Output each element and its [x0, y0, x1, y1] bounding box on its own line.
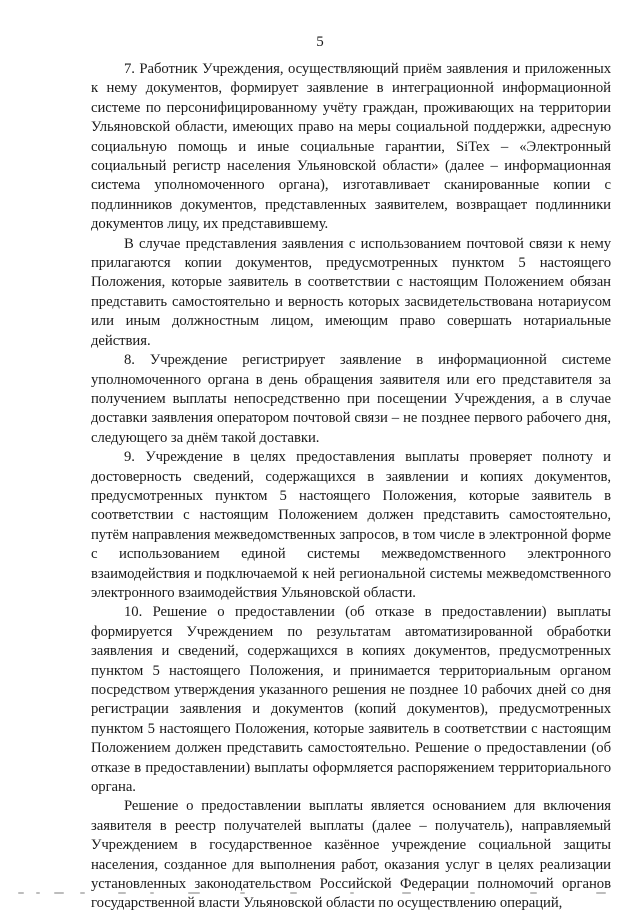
document-body	[91, 60, 611, 914]
page-number: 5	[316, 34, 324, 50]
scan-speck	[118, 892, 126, 894]
paragraph-item-7: 7. Работник Учреждения, осуществляющий приём заявления и приложенных к нему документов, формирует заявление в интеграционной информационной системе по персонифицированному учёту граждан, проживающих на территории Ульяновской области, имеющих право на меры социальной поддержки, адресную социальную помощь и иные социальные гарантии, SiTex – «Электронный социальный регистр населения Ульяновской области» (далее – информационная система уполномоченного органа), изготавливает сканированные копии с подлинников документов, представленных заявителем, возвращает подлинники документов лицу, их представившему.	[91, 61, 611, 233]
scan-speck	[18, 892, 24, 894]
paragraph-item-8: 8. Учреждение регистрирует заявление в информационной системе уполномоченного органа в день обращения заявителя или его представителя за получением выплаты непосредственно при посещении Учреждения, а в случае доставки заявления оператором почтовой связи – не позднее первого рабочего дня, следующего за днём такой доставки.	[91, 352, 611, 446]
scan-edge-artifact	[0, 889, 640, 897]
scan-speck	[54, 892, 64, 894]
paragraph-item-10: 10. Решение о предоставлении (об отказе в предоставлении) выплаты формируется Учреждением по результатам автоматизированной обработки заявления и сведений, содержащихся в копиях документов, предусмотренных пунктом 5 настоящего Положения, и принимается территориальным органом посредством утверждения указанного решения не позднее 10 рабочих дней со дня регистрации заявления и документов (копий документов), предусмотренных пунктом 5 настоящего Положения, которые заявитель в соответствии с настоящим Положением должен представить самостоятельно. Решение о предоставлении (об отказе в предоставлении) выплаты оформляется распоряжением территориального органа.	[91, 604, 611, 796]
scan-speck	[240, 892, 245, 894]
paragraph-item-9: 9. Учреждение в целях предоставления выплаты проверяет полноту и достоверность сведений, содержащихся в заявлении и копиях документов, предусмотренных пунктом 5 настоящего Положения, которые заявитель в соответствии с настоящим Положением должен представить самостоятельно, путём направления межведомственных запросов, в том числе в электронной форме с использованием единой системы межведомственного электронного взаимодействия и подключаемой к ней региональной системы межведомственного электронного взаимодействия Ульяновской области.	[91, 449, 611, 601]
scan-speck	[596, 892, 606, 894]
scan-speck	[402, 892, 411, 894]
scan-speck	[188, 892, 200, 894]
scan-speck	[150, 892, 154, 894]
scan-speck	[530, 892, 537, 894]
paragraph-decision-basis: Решение о предоставлении выплаты является основанием для включения заявителя в реестр получателей выплаты (далее – получатель), направляемый Учреждением в государственное казённое учреждение социальной защиты населения, созданное для выполнения работ, оказания услуг в целях реализации установленных законодательством Российской Федерации полномочий органов государственной власти Ульяновской области по осуществлению операций,	[91, 798, 611, 912]
paragraph-postal-submission: В случае представления заявления с использованием почтовой связи к нему прилагаются копии документов, предусмотренных пунктом 5 настоящего Положения, которые заявитель в соответствии с настоящим Положением обязан представить самостоятельно и верность которых засвидетельствована нотариусом или иным должностным лицом, имеющим право совершать нотариальные действия.	[91, 235, 611, 349]
scan-speck	[470, 892, 475, 894]
scan-speck	[36, 892, 40, 894]
scan-speck	[290, 892, 297, 894]
scan-speck	[80, 892, 85, 894]
scan-speck	[350, 892, 354, 894]
